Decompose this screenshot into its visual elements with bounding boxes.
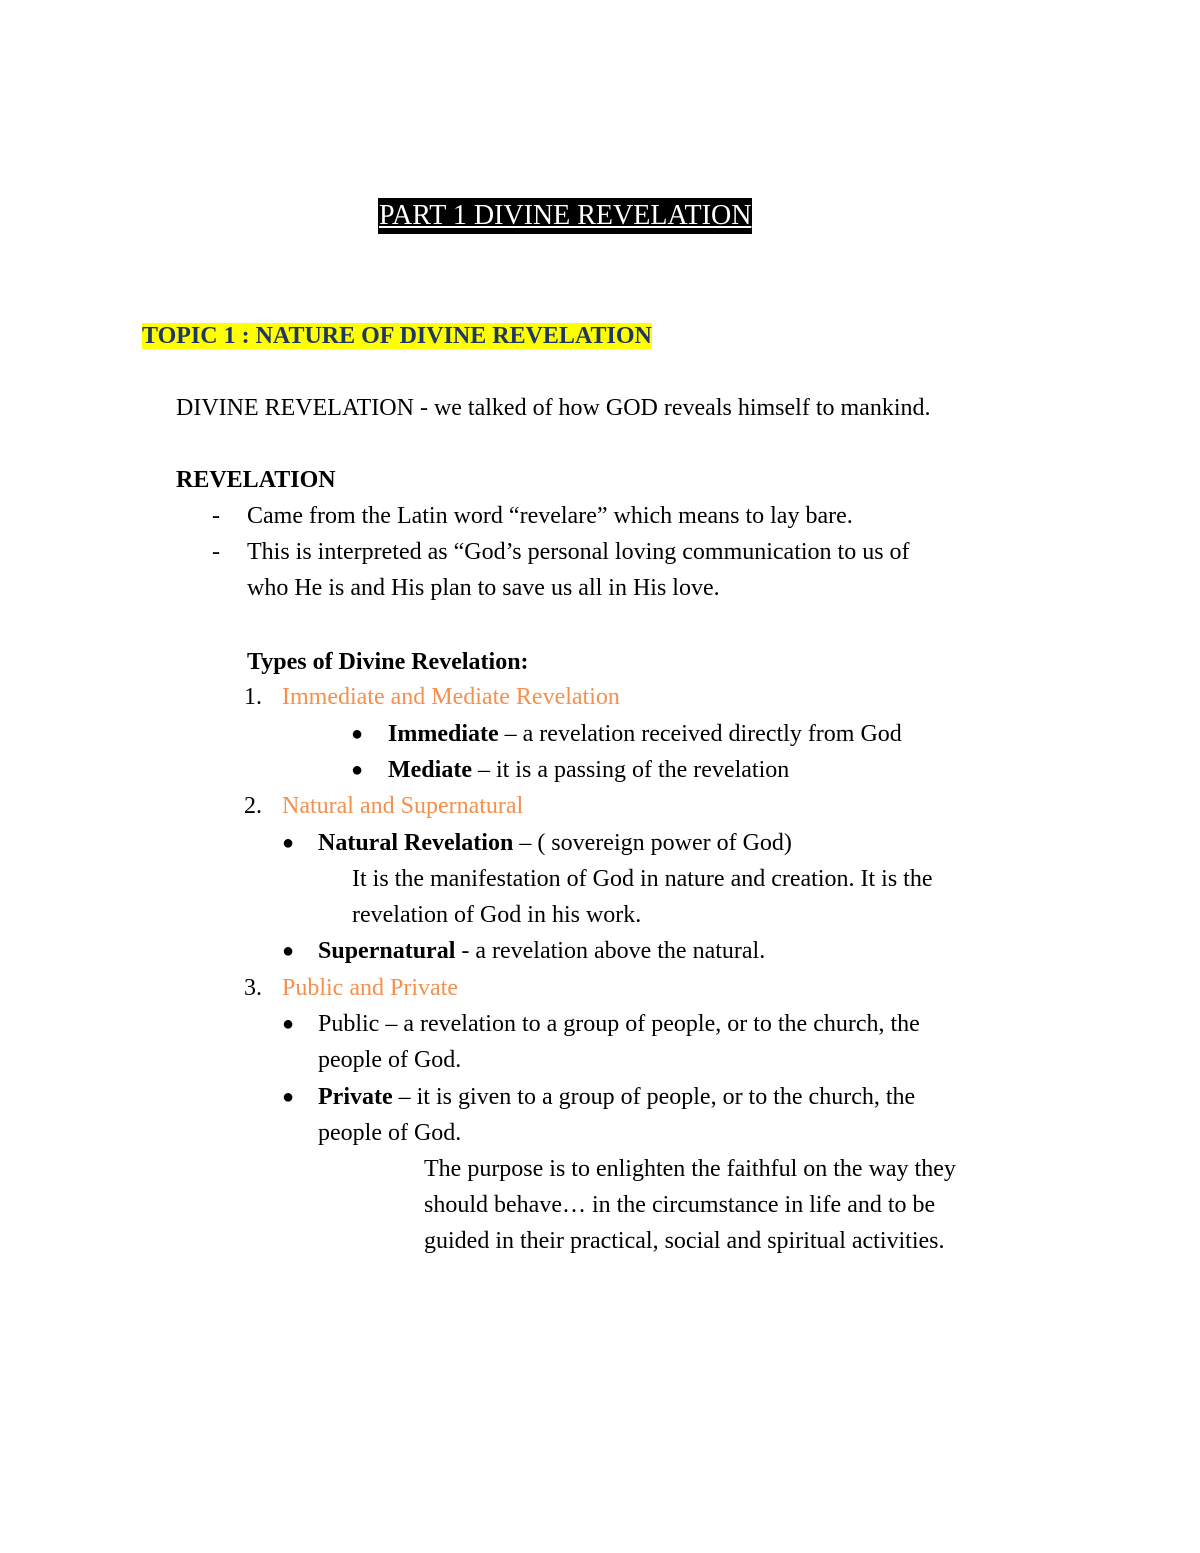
bullet-icon: ● — [282, 832, 295, 854]
item-term: Supernatural — [318, 938, 456, 964]
revelation-heading: REVELATION — [176, 467, 336, 493]
types-heading: Types of Divine Revelation: — [247, 649, 529, 675]
item-term: Mediate — [388, 757, 472, 783]
list-item — [318, 1079, 915, 1115]
list-item-continuation: people of God. — [318, 1047, 462, 1073]
list-item — [318, 933, 765, 969]
topic-highlight: TOPIC 1 : NATURE OF DIVINE REVELATION — [142, 323, 652, 349]
item-text: – a revelation received directly from God — [498, 721, 902, 747]
type-name: Immediate and Mediate Revelation — [282, 684, 620, 710]
list-number: 3. — [244, 975, 262, 1001]
purpose-line: The purpose is to enlighten the faithful on the way they — [424, 1156, 956, 1182]
item-text: – it is a passing of the revelation — [471, 757, 790, 783]
purpose-line: should behave… in the circumstance in life and to be — [424, 1192, 936, 1218]
list-item-continuation: people of God. — [318, 1120, 462, 1146]
topic-heading — [142, 318, 652, 354]
bullet-icon: ● — [282, 940, 295, 962]
note-line: revelation of God in his work. — [352, 902, 642, 928]
list-item — [388, 752, 789, 788]
bullet-icon: ● — [282, 1013, 295, 1035]
list-item — [388, 716, 902, 752]
item-text: - a revelation above the natural. — [455, 938, 766, 964]
item-term: Private — [318, 1084, 393, 1110]
item-term: Natural Revelation — [318, 830, 514, 856]
intro-line: DIVINE REVELATION - we talked of how GOD reveals himself to mankind. — [176, 395, 931, 421]
note-line: It is the manifestation of God in nature and creation. It is the — [352, 866, 933, 892]
dash-marker: - — [212, 539, 220, 565]
revelation-point-continuation: who He is and His plan to save us all in His love. — [247, 575, 720, 601]
item-text: – it is given to a group of people, or to the church, the — [392, 1084, 916, 1110]
type-name: Public and Private — [282, 975, 458, 1001]
item-text: – ( sovereign power of God) — [513, 830, 792, 856]
dash-marker: - — [212, 503, 220, 529]
type-name: Natural and Supernatural — [282, 793, 524, 819]
item-text: Public – a revelation to a group of people, or to the church, the — [318, 1011, 920, 1037]
bullet-icon: ● — [351, 723, 364, 745]
revelation-point: This is interpreted as “God’s personal loving communication to us of — [247, 539, 910, 565]
bullet-icon: ● — [351, 759, 364, 781]
list-item — [318, 825, 792, 861]
purpose-line: guided in their practical, social and spiritual activities. — [424, 1228, 945, 1254]
list-number: 1. — [244, 684, 262, 710]
page-title: PART 1 DIVINE REVELATION — [378, 198, 752, 234]
bullet-icon: ● — [282, 1086, 295, 1108]
item-term: Immediate — [388, 721, 499, 747]
revelation-point: Came from the Latin word “revelare” which means to lay bare. — [247, 503, 853, 529]
list-item — [318, 1006, 920, 1042]
list-number: 2. — [244, 793, 262, 819]
